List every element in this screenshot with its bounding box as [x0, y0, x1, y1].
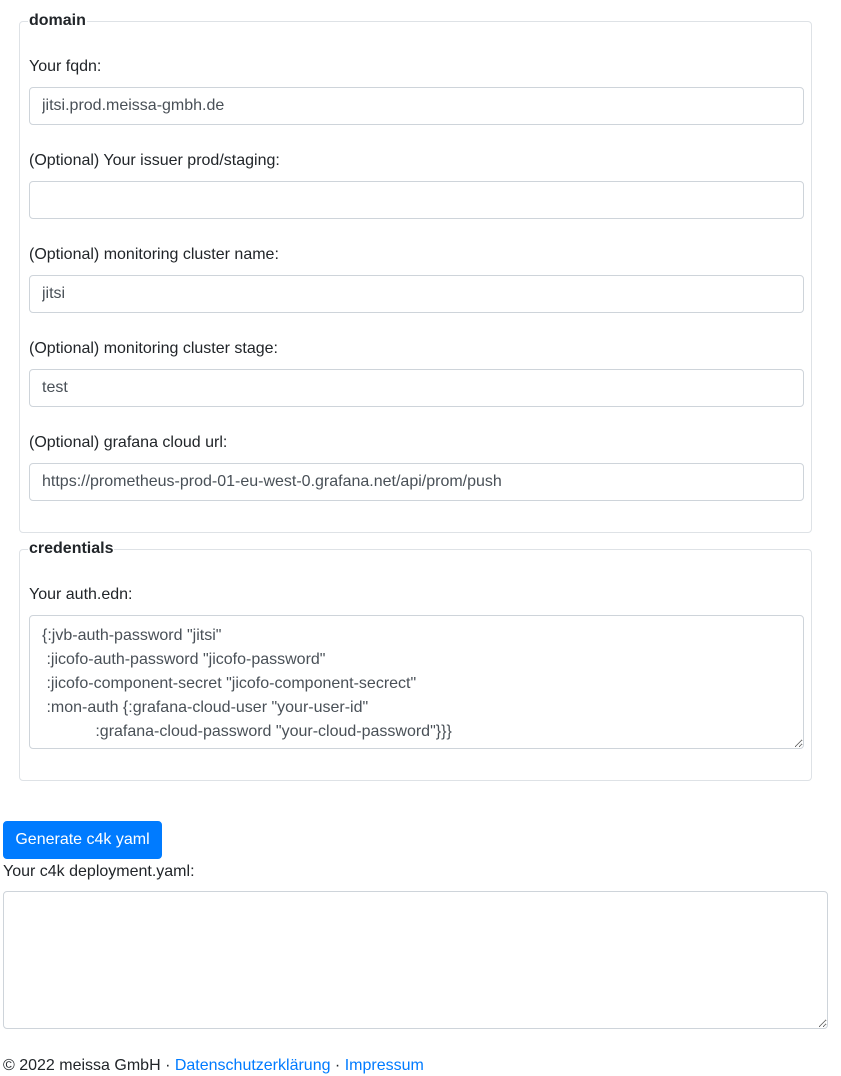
footer-separator: ·: [330, 1057, 345, 1074]
grafana-cloud-url-input[interactable]: [29, 463, 804, 501]
privacy-link[interactable]: Datenschutzerklärung: [174, 1057, 331, 1074]
auth-edn-textarea[interactable]: [29, 615, 804, 749]
fqdn-input[interactable]: [29, 87, 804, 125]
credentials-fieldset: [19, 540, 812, 781]
mon-cluster-name-input[interactable]: [29, 275, 804, 313]
credentials-legend: credentials: [29, 540, 114, 557]
generate-c4k-yaml-button[interactable]: Generate c4k yaml: [3, 821, 162, 859]
deployment-yaml-textarea[interactable]: [3, 891, 828, 1029]
footer: [3, 1056, 424, 1076]
domain-legend: domain: [29, 12, 86, 29]
grafana-cloud-url-label: (Optional) grafana cloud url:: [29, 434, 228, 451]
auth-edn-label: Your auth.edn:: [29, 586, 133, 603]
mon-cluster-stage-label: (Optional) monitoring cluster stage:: [29, 340, 278, 357]
issuer-label: (Optional) Your issuer prod/staging:: [29, 152, 280, 169]
deployment-yaml-label: Your c4k deployment.yaml:: [3, 863, 195, 880]
issuer-input[interactable]: [29, 181, 804, 219]
footer-copyright: © 2022 meissa GmbH ·: [3, 1057, 175, 1074]
mon-cluster-stage-input[interactable]: [29, 369, 804, 407]
imprint-link[interactable]: Impressum: [344, 1057, 424, 1074]
domain-fieldset: [19, 12, 812, 533]
fqdn-label: Your fqdn:: [29, 58, 102, 75]
mon-cluster-name-label: (Optional) monitoring cluster name:: [29, 246, 279, 263]
